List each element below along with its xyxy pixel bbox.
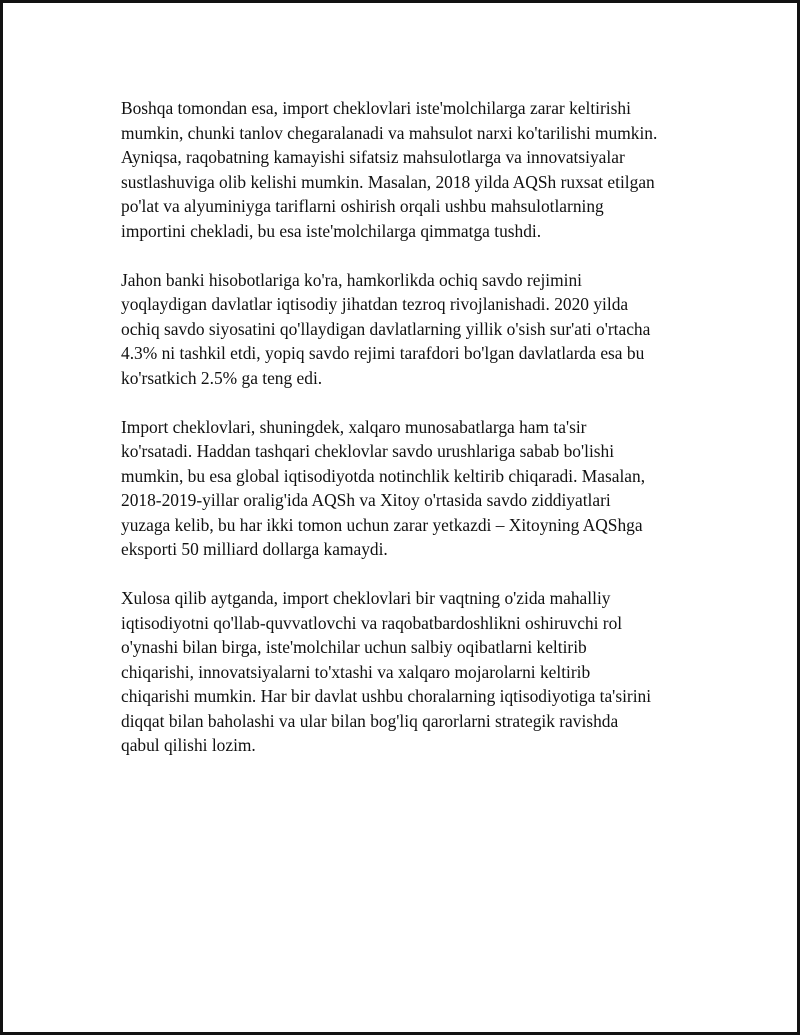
paragraph-conclusion: Xulosa qilib aytganda, import cheklovlari bir vaqtning o'zida mahalliy iqtisodiyotni qo'llab-quvvatlovchi va raqobatbardoshlikni oshiruvchi rol o'ynashi bilan birga, iste'molchilar uchun salbiy oqibatlarni keltirib chiqarishi, innovatsiyalarni to'xtashi va xalqaro mojarolarni keltirib chiqarishi mumkin. Har bir davlat ushbu choralarning iqtisodiyotiga ta'sirini diqqat bilan baholashi va ular bilan bog'liq qarorlarni strategik ravishda qabul qilishi lozim. (121, 588, 652, 755)
paragraph-world-bank-reports: Jahon banki hisobotlariga ko'ra, hamkorlikda ochiq savdo rejimini yoqlaydigan davlatlar iqtisodiy jihatdan tezroq rivojlanishadi. 2020 yilda ochiq savdo siyosatini qo'llaydigan davlatlarning yillik o'sish sur'ati o'rtacha 4.3% ni tashkil etdi, yopiq savdo rejimi tarafdori bo'lgan davlatlarda esa bu ko'rsatkich 2.5% ga teng edi. (121, 269, 651, 388)
paragraph-import-restrictions-consumers: Boshqa tomondan esa, import cheklovlari iste'molchilarga zarar keltirishi mumkin, chunki tanlov chegaralanadi va mahsulot narxi ko'tarilishi mumkin. Ayniqsa, raqobatning kamayishi sifatsiz mahsulotlarga va innovatsiyalar sustlashuviga olib kelishi mumkin. Masalan, 2018 yilda AQSh ruxsat etilgan po'lat va alyuminiyga tariflarni oshirish orqali ushbu mahsulotlarning importini chekladi, bu esa iste'molchilarga qimmatga tushdi. (121, 98, 658, 241)
paragraph-international-relations: Import cheklovlari, shuningdek, xalqaro munosabatlarga ham ta'sir ko'rsatadi. Haddan tashqari cheklovlar savdo urushlariga sabab bo'lishi mumkin, bu esa global iqtisodiyotda notinchlik keltirib chiqaradi. Masalan, 2018-2019-yillar oralig'ida AQSh va Xitoy o'rtasida savdo ziddiyatlari yuzaga kelib, bu har ikki tomon uchun zarar yetkazdi – Xitoyning AQShga eksporti 50 milliard dollarga kamaydi. (121, 416, 646, 559)
document-body (121, 96, 701, 782)
